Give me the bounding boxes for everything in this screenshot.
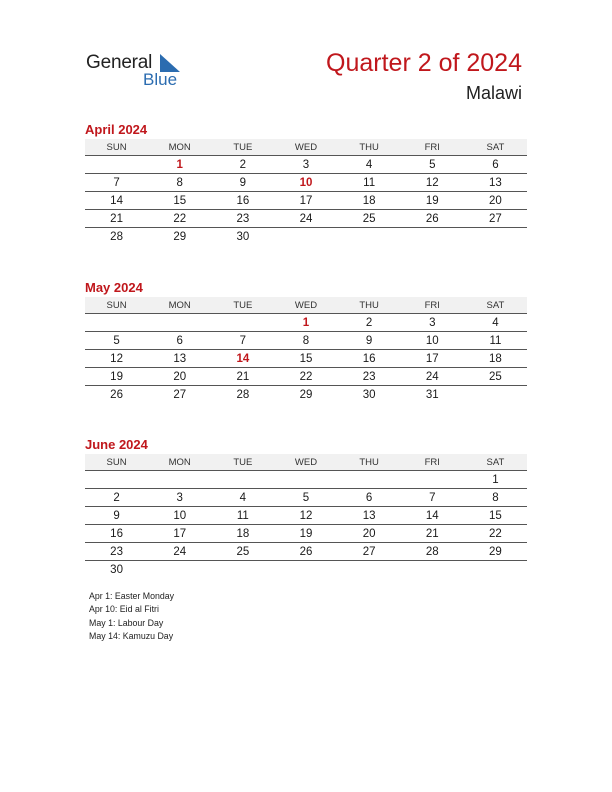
weekday-header: TUE — [233, 141, 253, 153]
day-cell: 19 — [110, 370, 123, 383]
brand-logo — [86, 52, 196, 92]
day-cell: 31 — [425, 388, 439, 401]
day-cell: 6 — [492, 158, 499, 171]
month-june — [85, 436, 527, 578]
weekday-header: FRI — [424, 141, 440, 153]
day-cell: 8 — [302, 334, 310, 347]
week-row — [85, 561, 527, 578]
week-row — [85, 350, 527, 368]
day-cell: 5 — [113, 334, 120, 347]
day-cell: 27 — [173, 388, 187, 401]
holiday-note: Apr 10: Eid al Fitri — [89, 604, 159, 615]
month-title: June 2024 — [85, 437, 148, 452]
week-row — [85, 156, 527, 174]
day-cell: 24 — [425, 370, 439, 383]
day-cell: 25 — [489, 370, 502, 383]
day-cell: 22 — [299, 370, 313, 383]
day-cell: 2 — [239, 158, 247, 171]
day-cell: 7 — [429, 491, 436, 504]
day-cell: 4 — [239, 491, 247, 504]
day-cell: 20 — [489, 194, 502, 207]
week-row — [85, 368, 527, 386]
weekday-header: TUE — [233, 456, 253, 468]
day-cell: 1 — [176, 158, 183, 171]
day-cell: 27 — [362, 545, 376, 558]
logo-text-general: General — [86, 52, 153, 73]
weekday-header: MON — [168, 299, 191, 311]
day-cell: 1 — [302, 316, 310, 329]
weekday-header: SUN — [106, 456, 127, 468]
week-row — [85, 192, 527, 210]
weekday-header: THU — [359, 456, 379, 468]
day-cell: 29 — [299, 388, 313, 401]
day-cell: 17 — [299, 194, 313, 207]
day-cell: 29 — [489, 545, 502, 558]
day-cell: 20 — [362, 527, 376, 540]
day-cell: 15 — [299, 352, 313, 365]
week-row — [85, 507, 527, 525]
day-cell: 13 — [362, 509, 376, 522]
country-name: Malawi — [465, 83, 522, 103]
weekday-header: WED — [294, 141, 318, 153]
day-cell: 30 — [236, 230, 250, 243]
day-cell: 16 — [236, 194, 250, 207]
weekday-header: FRI — [424, 299, 440, 311]
weekday-header: SAT — [486, 141, 505, 153]
day-cell: 26 — [299, 545, 313, 558]
weekday-header-row — [85, 454, 527, 471]
week-row — [85, 228, 527, 245]
day-cell: 5 — [302, 491, 310, 504]
day-cell: 11 — [363, 176, 376, 189]
day-cell: 17 — [425, 352, 439, 365]
day-cell: 6 — [176, 334, 183, 347]
month-weeks — [85, 314, 527, 403]
weekday-header-row — [85, 297, 527, 314]
day-cell: 3 — [176, 491, 183, 504]
day-cell: 21 — [236, 370, 250, 383]
day-cell: 30 — [110, 563, 123, 576]
weekday-header: MON — [168, 141, 191, 153]
week-row — [85, 174, 527, 192]
day-cell: 26 — [110, 388, 123, 401]
day-cell: 16 — [110, 527, 123, 540]
weekday-header: SUN — [106, 299, 127, 311]
day-cell: 24 — [173, 545, 187, 558]
day-cell: 1 — [492, 473, 499, 486]
month-april — [85, 121, 527, 245]
weekday-header-row — [85, 139, 527, 156]
holiday-note: May 1: Labour Day — [89, 617, 164, 628]
day-cell: 28 — [236, 388, 250, 401]
day-cell: 22 — [173, 212, 187, 225]
day-cell: 12 — [299, 509, 313, 522]
day-cell: 9 — [113, 509, 120, 522]
weekday-header: TUE — [233, 299, 253, 311]
day-cell: 29 — [173, 230, 187, 243]
day-cell: 10 — [425, 334, 439, 347]
week-row — [85, 386, 527, 403]
weekday-header: SAT — [486, 299, 505, 311]
month-title: May 2024 — [85, 280, 143, 295]
day-cell: 8 — [492, 491, 499, 504]
week-row — [85, 210, 527, 228]
day-cell: 22 — [489, 527, 502, 540]
week-row — [85, 489, 527, 507]
holiday-note: May 14: Kamuzu Day — [89, 630, 174, 641]
holiday-notes — [89, 590, 174, 643]
day-cell: 23 — [362, 370, 376, 383]
day-cell: 18 — [489, 352, 502, 365]
day-cell: 15 — [489, 509, 502, 522]
day-cell: 7 — [239, 334, 247, 347]
day-cell: 6 — [365, 491, 373, 504]
day-cell: 2 — [365, 316, 373, 329]
day-cell: 28 — [425, 545, 439, 558]
day-cell: 21 — [110, 212, 123, 225]
day-cell: 10 — [173, 509, 187, 522]
day-cell: 2 — [113, 491, 120, 504]
weekday-header: THU — [359, 299, 379, 311]
week-row — [85, 314, 527, 332]
day-cell: 15 — [173, 194, 187, 207]
day-cell: 17 — [173, 527, 187, 540]
month-title: April 2024 — [85, 122, 148, 137]
weekday-header: THU — [359, 141, 379, 153]
day-cell: 19 — [425, 194, 439, 207]
weekday-header: FRI — [424, 456, 440, 468]
day-cell: 4 — [365, 158, 373, 171]
day-cell: 3 — [302, 158, 310, 171]
day-cell: 30 — [362, 388, 376, 401]
month-weeks — [85, 471, 527, 578]
day-cell: 13 — [489, 176, 502, 189]
week-row — [85, 332, 527, 350]
day-cell: 20 — [173, 370, 187, 383]
weekday-header: SUN — [106, 141, 127, 153]
day-cell: 26 — [425, 212, 439, 225]
day-cell: 14 — [236, 352, 250, 365]
logo-text-blue: Blue — [143, 70, 178, 89]
week-row — [85, 543, 527, 561]
day-cell: 16 — [362, 352, 376, 365]
day-cell: 13 — [173, 352, 187, 365]
day-cell: 11 — [236, 509, 249, 522]
day-cell: 14 — [110, 194, 123, 207]
day-cell: 10 — [299, 176, 313, 189]
day-cell: 23 — [110, 545, 123, 558]
day-cell: 5 — [429, 158, 436, 171]
week-row — [85, 471, 527, 489]
day-cell: 25 — [362, 212, 376, 225]
day-cell: 12 — [110, 352, 123, 365]
day-cell: 18 — [236, 527, 250, 540]
day-cell: 19 — [299, 527, 313, 540]
day-cell: 3 — [429, 316, 436, 329]
weekday-header: WED — [294, 456, 318, 468]
day-cell: 8 — [176, 176, 183, 189]
page-title: Quarter 2 of 2024 — [326, 49, 522, 77]
day-cell: 4 — [492, 316, 499, 329]
day-cell: 24 — [299, 212, 313, 225]
day-cell: 27 — [489, 212, 502, 225]
day-cell: 14 — [425, 509, 439, 522]
day-cell: 18 — [362, 194, 376, 207]
weekday-header: WED — [294, 299, 318, 311]
day-cell: 28 — [110, 230, 123, 243]
month-weeks — [85, 156, 527, 245]
day-cell: 21 — [425, 527, 439, 540]
day-cell: 23 — [236, 212, 250, 225]
month-may — [85, 279, 527, 403]
day-cell: 25 — [236, 545, 250, 558]
day-cell: 7 — [113, 176, 120, 189]
day-cell: 9 — [239, 176, 247, 189]
weekday-header: SAT — [486, 456, 505, 468]
day-cell: 11 — [489, 334, 502, 347]
weekday-header: MON — [168, 456, 191, 468]
week-row — [85, 525, 527, 543]
holiday-note: Apr 1: Easter Monday — [89, 591, 175, 601]
day-cell: 12 — [425, 176, 439, 189]
day-cell: 9 — [365, 334, 373, 347]
